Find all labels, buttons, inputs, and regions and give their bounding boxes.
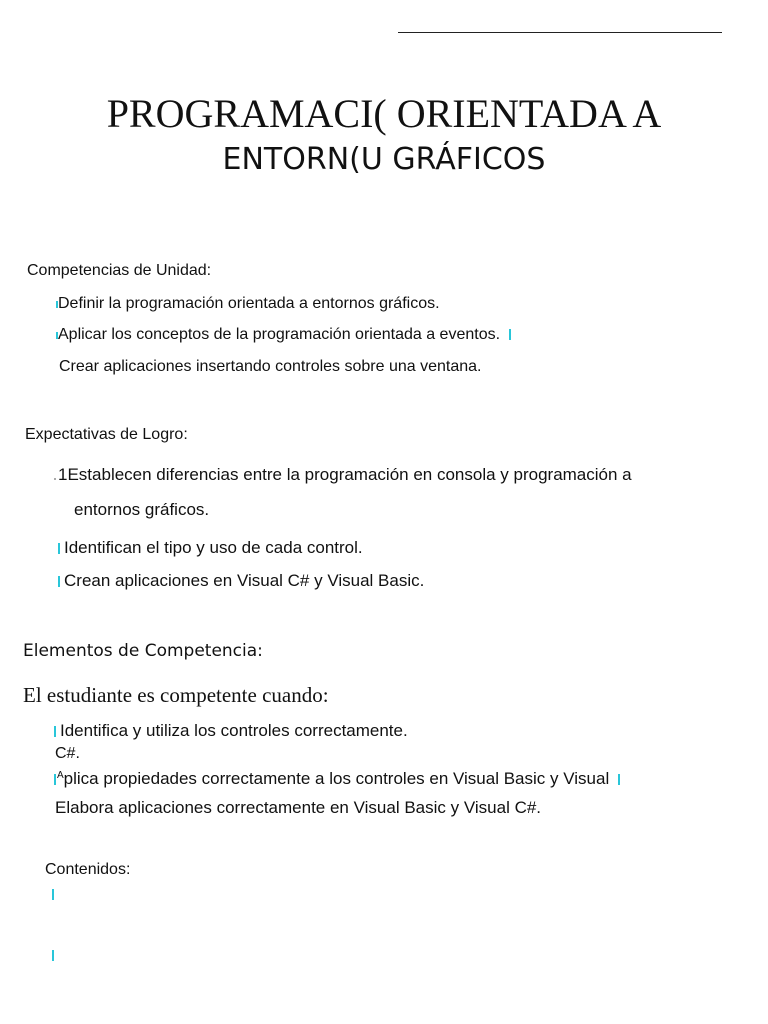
competencia-item-3: Crear aplicaciones insertando controles sobre una ventana. (59, 358, 482, 375)
expectativa-item-1-continued: entornos gráficos. (74, 500, 210, 519)
bullet-marker-icon (509, 329, 511, 340)
contenido-bullet-1 (52, 886, 58, 904)
elemento-item-1 (54, 721, 408, 741)
bullet-marker-icon (58, 543, 60, 554)
contenidos-heading: Contenidos: (45, 861, 131, 878)
bullet-marker-icon (618, 774, 620, 785)
competencia-item-1 (56, 295, 440, 313)
elementos-heading: Elementos de Competencia: (23, 641, 263, 661)
title-line-2: ENTORN(U GRÁFICOS (222, 142, 546, 177)
expectativa-item-3-text: Crean aplicaciones en Visual C# y Visual Basic. (64, 571, 425, 590)
expectativa-item-2 (58, 538, 363, 558)
expectativa-item-3 (58, 571, 424, 591)
expectativa-item-2-text: Identifican el tipo y uso de cada control. (64, 538, 363, 557)
expectativa-item-1 (54, 465, 632, 485)
expectativa-item-1-number: 1 (58, 465, 68, 484)
bullet-marker-icon (52, 889, 54, 900)
bullet-marker-icon (52, 950, 54, 961)
elemento-item-2 (54, 769, 624, 789)
bullet-marker-icon (54, 478, 56, 480)
title-line-1: PROGRAMACI( ORIENTADA A (106, 91, 662, 136)
elemento-item-2-overflow: C#. (55, 745, 80, 762)
elemento-item-1-text: Identifica y utiliza los controles correctamente. (60, 721, 408, 740)
header-rule (398, 32, 722, 33)
elemento-item-2-text: plica propiedades correctamente a los controles en Visual Basic y Visual (63, 769, 610, 788)
bullet-marker-icon (58, 576, 60, 587)
elementos-subheading: El estudiante es competente cuando: (23, 683, 329, 707)
elemento-item-3: Elabora aplicaciones correctamente en Visual Basic y Visual C#. (55, 798, 542, 817)
competencia-item-2-text: Aplicar los conceptos de la programación orientada a eventos. (58, 326, 501, 343)
elemento-item-2-initial: A (57, 770, 64, 781)
expectativa-item-1-text: Establecen diferencias entre la programación en consola y programación a (67, 465, 632, 484)
bullet-marker-icon (54, 774, 56, 785)
competencias-heading: Competencias de Unidad: (27, 262, 212, 279)
competencia-item-2 (56, 326, 515, 344)
expectativas-heading: Expectativas de Logro: (25, 426, 188, 443)
contenido-bullet-2 (52, 947, 58, 965)
bullet-marker-icon (54, 726, 56, 737)
competencia-item-1-text: Definir la programación orientada a entornos gráficos. (58, 295, 440, 312)
